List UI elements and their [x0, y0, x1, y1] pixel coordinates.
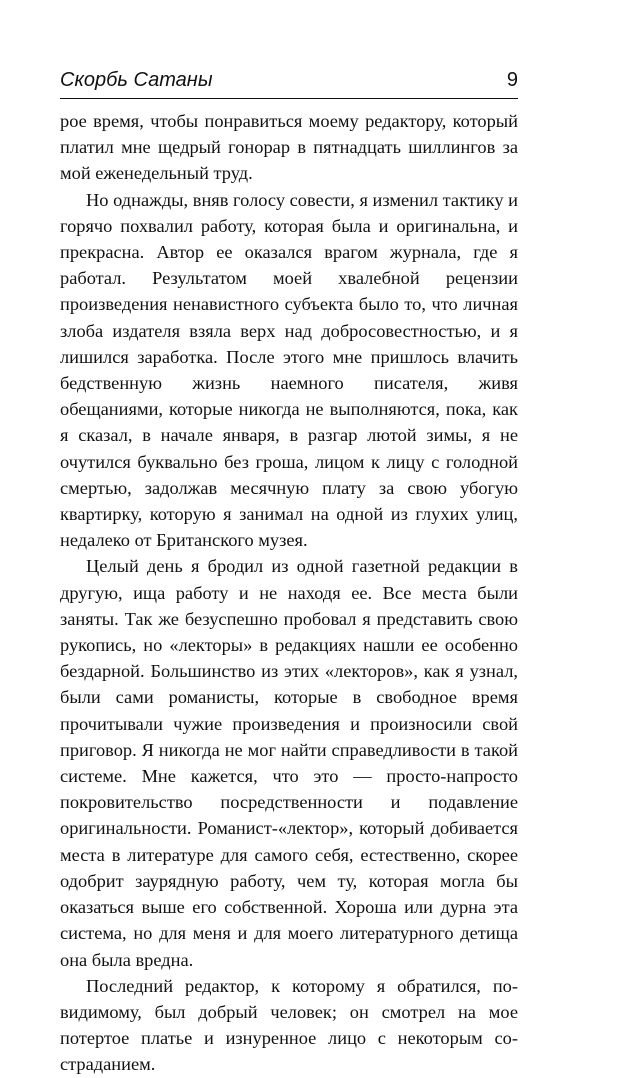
header-rule	[60, 98, 518, 99]
paragraph: Последний редактор, к которому я обратился, по-видимому, был добрый человек; он смотрел на мое потертое платье и изнуренное лицо с некоторым состраданием.	[60, 975, 518, 1075]
page-number: 9	[506, 69, 518, 91]
paragraph-continuation: рое время, чтобы понравиться моему редактору, который платил мне щедрый гонорар в пятнадцать шиллингов за мой еженедельный труд.	[60, 111, 518, 184]
body-text	[60, 108, 518, 1078]
paragraph: Целый день я бродил из одной газетной редакции в другую, ища работу и не находя ее. Все места были заняты. Так же безуспешно пробовал я представить свою рукопись, но «лекторы» в редакциях нашли ее особенно бездарной. Большинство из этих «лекторов», как я узнал, были сами романисты, которые в свободное время прочитывали чужие произведения и произносили свой приговор. Я никогда не мог найти справедливости в такой системе. Мне кажется, что это — просто-напросто покровительство посредственности и подавление оригинальности. Романист-«лектор», который добивается места в литературе для самого себя, естественно, скорее одобрит заурядную работу, чем ту, которая могла бы оказаться выше его собственной. Хороша или дурна эта система, но для меня и для моего литературного детища она была вредна.	[60, 556, 518, 970]
paragraph: Но однажды, вняв голосу совести, я изменил тактику и горячо похвалил работу, которая была и оригинальна, и прекрасна. Автор ее оказался врагом журнала, где я работал. Результатом моей хвалебной рецензии произведения ненавистного субъекта было то, что личная злоба издателя взяла верх над добросовестностью, и я лишился заработка. После этого мне пришлось влачить бедственную жизнь наемного писателя, живя обещаниями, которые никогда не выполняются, пока, как я сказал, в начале января, в разгар лютой зимы, я не очутился буквально без гроша, лицом к лицу с голодной смертью, задолжав месячную плату за свою убогую квартирку, которую я занимал на одной из глухих улиц, недалеко от Британского музея.	[60, 189, 518, 551]
running-title: Скорбь Сатаны	[60, 69, 213, 91]
page-header	[60, 68, 518, 98]
